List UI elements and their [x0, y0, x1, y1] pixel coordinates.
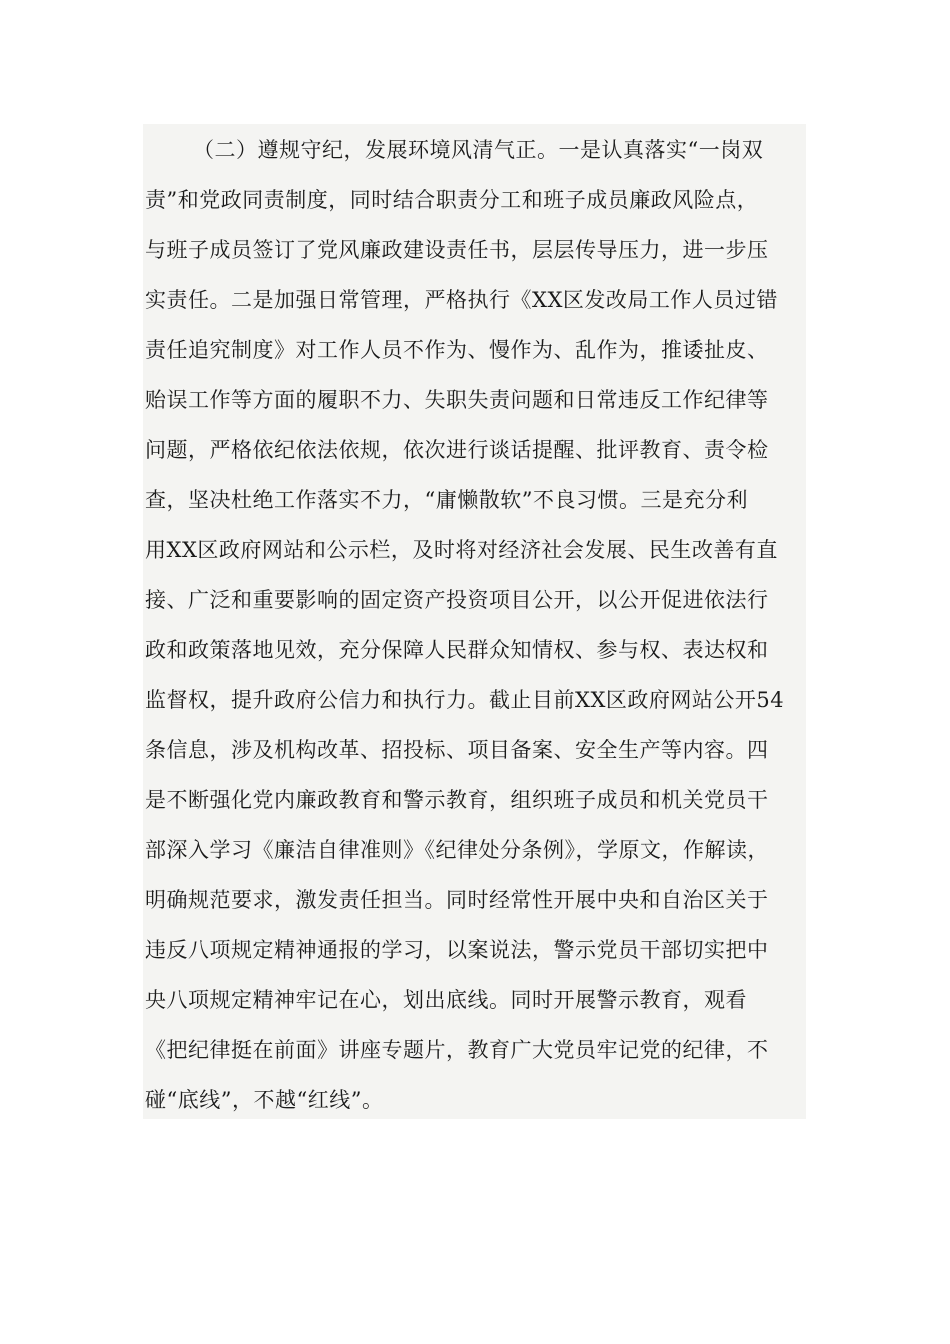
paragraph-line: 责”和党政同责制度，同时结合职责分工和班子成员廉政风险点，	[145, 188, 759, 212]
paragraph-line: 明确规范要求，激发责任担当。同时经常性开展中央和自治区关于	[145, 888, 769, 912]
paragraph-line: 用XX区政府网站和公示栏，及时将对经济社会发展、民生改善有直	[145, 538, 778, 562]
paragraph-line: 央八项规定精神牢记在心，划出底线。同时开展警示教育，观看	[145, 988, 747, 1012]
paragraph-line: 查，坚决杜绝工作落实不力，“庸懒散软”不良习惯。三是充分利	[145, 488, 748, 512]
paragraph-line: （二）遵规守纪，发展环境风清气正。一是认真落实“一岗双	[193, 138, 764, 162]
paragraph-line: 与班子成员签订了党风廉政建设责任书，层层传导压力，进一步压	[145, 238, 769, 262]
paragraph-line: 监督权，提升政府公信力和执行力。截止目前XX区政府网站公开54	[145, 688, 785, 712]
paragraph-line: 贻误工作等方面的履职不力、失职失责问题和日常违反工作纪律等	[145, 388, 769, 412]
paragraph-line: 《把纪律挺在前面》讲座专题片，教育广大党员牢记党的纪律，不	[145, 1038, 769, 1062]
paragraph-line: 实责任。二是加强日常管理，严格执行《XX区发改局工作人员过错	[145, 288, 778, 312]
paragraph-line: 接、广泛和重要影响的固定资产投资项目公开，以公开促进依法行	[145, 588, 769, 612]
document-text-block	[143, 124, 806, 1119]
paragraph-line: 违反八项规定精神通报的学习，以案说法，警示党员干部切实把中	[145, 938, 769, 962]
paragraph-line: 条信息，涉及机构改革、招投标、项目备案、安全生产等内容。四	[145, 738, 769, 762]
paragraph-line: 政和政策落地见效，充分保障人民群众知情权、参与权、表达权和	[145, 638, 769, 662]
paragraph-line: 部深入学习《廉洁自律准则》《纪律处分条例》，学原文，作解读，	[145, 838, 769, 862]
paragraph-line: 问题，严格依纪依法依规，依次进行谈话提醒、批评教育、责令检	[145, 438, 769, 462]
paragraph-line: 是不断强化党内廉政教育和警示教育，组织班子成员和机关党员干	[145, 788, 769, 812]
paragraph-line: 责任追究制度》对工作人员不作为、慢作为、乱作为，推诿扯皮、	[145, 338, 769, 362]
paragraph-line: 碰“底线”，不越“红线”。	[145, 1088, 384, 1112]
